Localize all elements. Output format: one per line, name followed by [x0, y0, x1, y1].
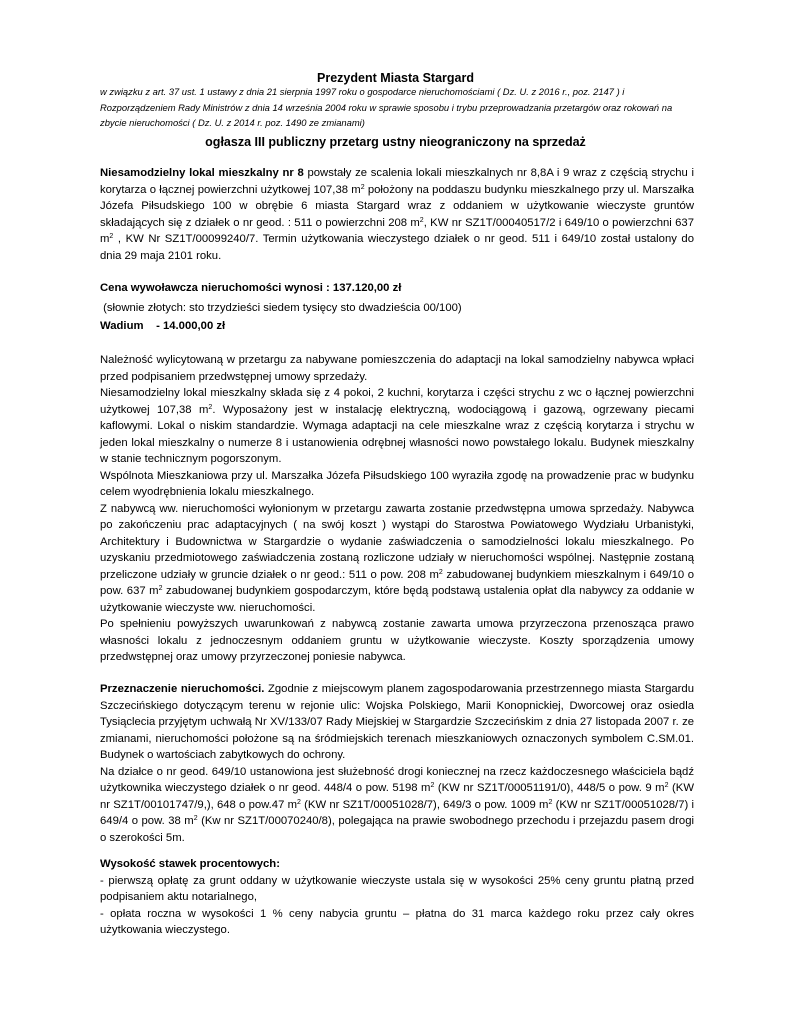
conditions-paragraph [100, 385, 694, 468]
conditions-paragraph: Wspólnota Mieszkaniowa przy ul. Marszałka Józefa Piłsudskiego 100 wyraziła zgodę na prowadzenie prac w budynku celem wyodrębnienia lokalu mieszkalnego. [100, 469, 694, 498]
superscript: 2 [548, 798, 553, 806]
purpose-section [100, 681, 694, 846]
easement-text: (KW nr SZ1T/00051028/7), 649/3 o pow. 1009 m [300, 798, 549, 811]
superscript: 2 [193, 815, 198, 822]
property-description [100, 165, 694, 264]
conditions-text: . Wyposażony jest w instalację elektryczną, wodociągową i gazową, ogrzewany piecami kaflowymi. Lokal o niskim standardzie. Wymaga adaptacji na cele mieszkalne wraz z częścią korytarza i strychu w jeden lokal mieszkalny o numerze 8 i ustanowienia odrębnej własności nowo powstałego lokalu. Budynek mieszkalny w stanie technicznym pogorszonym. [100, 403, 694, 465]
easement-text: (Kw nr SZ1T/00070240/8), polegająca na prawie swobodnego przechodu i przejazdu pasem drogi o szerokości 5m. [100, 815, 695, 844]
superscript: 2 [158, 585, 163, 592]
deposit-label: Wadium [100, 320, 144, 332]
superscript: 2 [664, 782, 669, 789]
announcement-heading: ogłasza III publiczny przetarg ustny nieograniczony na sprzedaż [205, 135, 586, 149]
rates-item: - pierwszą opłatę za grunt oddany w użytkowanie wieczyste ustala się w wysokości 25% ceny gruntu płatną przed podpisaniem aktu notarialnego, [100, 874, 694, 903]
conditions-text: zabudowanej budynkiem gospodarczym, które będą podstawą ustalenia opłat dla nabywcy za oddanie w użytkowanie wieczyste ww. nieruchomości. [100, 585, 695, 614]
conditions-paragraph: Należność wylicytowaną w przetargu za nabywane pomieszczenia do adaptacji na lokal samodzielny nabywca wpłaci przed podpisaniem przedwstępnej umowy sprzedaży. [100, 354, 694, 383]
price-section [100, 280, 694, 335]
property-name: Niesamodzielny lokal mieszkalny nr 8 [100, 167, 304, 179]
legal-basis: w związku z art. 37 ust. 1 ustawy z dnia 21 sierpnia 1997 roku o gospodarce nieruchomościami ( Dz. U. z 2016 r., poz. 2147 ) i Rozporządzeniem Rady Ministrów z dnia 14 września 2004 roku w sprawie sposobu i trybu przeprowadzania przetargów oraz rokowań na zbycie nieruchomości ( Dz. U. z 2014 r. poz. 1490 ze zmianami) [100, 86, 673, 129]
conditions-text: zabudowanej budynkiem mieszkalnym i 649/10 o pow. 637 m [100, 568, 694, 597]
property-text-4: , KW Nr SZ1T/00099240/7. Termin użytkowania wieczystego działek o nr geod. 511 i 649/10 został ustalony do dnia 29 maja 2101 roku. [100, 233, 694, 262]
property-text-1: powstały ze scalenia lokali mieszkalnych nr 8,8A i 9 wraz z częścią strychu i korytarza o łącznej powierzchni użytkowej 107,38 m [100, 167, 694, 196]
deposit-value: - 14.000,00 zł [156, 320, 226, 332]
purpose-label: Przeznaczenie nieruchomości. [100, 683, 265, 695]
price-label: Cena wywoławcza nieruchomości wynosi : [100, 282, 330, 294]
sale-conditions [100, 352, 694, 666]
superscript: 2 [430, 782, 435, 789]
price-in-words: (słownie złotych: sto trzydzieści siedem tysięcy sto dwadzieścia 00/100) [103, 301, 462, 314]
superscript: 2 [208, 403, 213, 411]
conditions-text: Niesamodzielny lokal mieszkalny składa się z 4 pokoi, 2 kuchni, korytarza i części strychu z wc o łącznej powierzchni użytkowej 107,38 m [100, 387, 694, 416]
easement-text: (KW nr SZ1T/00051191/0), 448/5 o pow. 9 m [434, 782, 665, 794]
price-value: 137.120,00 zł [332, 282, 402, 294]
easement-text: Na działce o nr geod. 649/10 ustanowiona jest służebność drogi koniecznej na rzecz każdoczesnego właściciela bądź użytkownika wieczystego działek o nr geod. 448/4 o pow. 5198 m [100, 765, 694, 794]
purpose-text: Zgodnie z miejscowym planem zagospodarowania przestrzennego miasta Stargardu Szczecińskiego dotyczącym terenu w rejonie ulic: Wojska Polskiego, Marii Konopnickiej, Dworcowej oraz osiedla Tysiąclecia przyjętym uchwałą Nr XV/133/07 Rady Miejskiej w Stargardzie Szczecińskim z dnia 27 listopada 2007 r. ze zmianami, nieruchomości położone są na śródmiejskich terenach mieszkaniowych oznaczonych symbolem C.SM.01. Budynek o wartościach zabytkowych do ochrony. [100, 683, 694, 761]
superscript: 2 [109, 233, 114, 240]
easement-text: (KW nr SZ1T/00051028/7) i 649/4 o pow. 38 m [100, 798, 694, 827]
rates-section [100, 856, 694, 939]
superscript: 2 [419, 216, 424, 224]
property-text-3: , KW nr SZ1T/00040517/2 i 649/10 o powierzchni 637 m [100, 216, 694, 245]
superscript: 2 [297, 798, 301, 806]
superscript: 2 [438, 568, 443, 576]
property-text-2: położony na poddaszu budynku mieszkalnego przy ul. Marszałka Józefa Piłsudskiego 100 w obrębie 6 miasta Stargard wraz z oddaniem w użytkowanie wieczyste gruntów składających się z działek o nr geod. : 511 o powierzchni 208 m [100, 183, 694, 229]
document-title: Prezydent Miasta Stargard [317, 71, 474, 85]
superscript: 2 [360, 183, 365, 191]
rates-label: Wysokość stawek procentowych: [100, 858, 280, 870]
conditions-paragraph [100, 501, 694, 617]
easement-text: (KW nr SZ1T/00101747/9,), 648 o pow.47 m [100, 782, 694, 811]
conditions-paragraph: Po spełnieniu powyższych uwarunkowań z nabywcą zostanie zawarta umowa przyrzeczona przenosząca prawo własności lokalu z jednoczesnym oddaniem gruntu w użytkowanie wieczyste. Koszty sporządzenia umowy przedwstępnej oraz umowy przyrzeczonej poniesie nabywca. [100, 618, 694, 663]
conditions-text: Z nabywcą ww. nieruchomości wyłonionym w przetargu zawarta zostanie przedwstępna umowa sprzedaży. Nabywca po zakończeniu prac adaptacyjnych ( na swój koszt ) wystąpi do Starostwa Powiatowego Wydziału Urbanistyki, Architektury i Budownictwa w Stargardzie o wydanie zaświadczenia o samodzielności lokalu mieszkalnego. Po uzyskaniu przedmiotowego zaświadczenia zostaną rozliczone udziały w nieruchomości wspólnej. Następnie zostaną przeliczone udziały w gruncie działek o nr geod.: 511 o pow. 208 m [100, 502, 694, 581]
easement-paragraph [100, 764, 694, 847]
rates-item: - opłata roczna w wysokości 1 % ceny nabycia gruntu – płatna do 31 marca każdego roku przez cały okres użytkowania wieczystego. [100, 907, 694, 936]
